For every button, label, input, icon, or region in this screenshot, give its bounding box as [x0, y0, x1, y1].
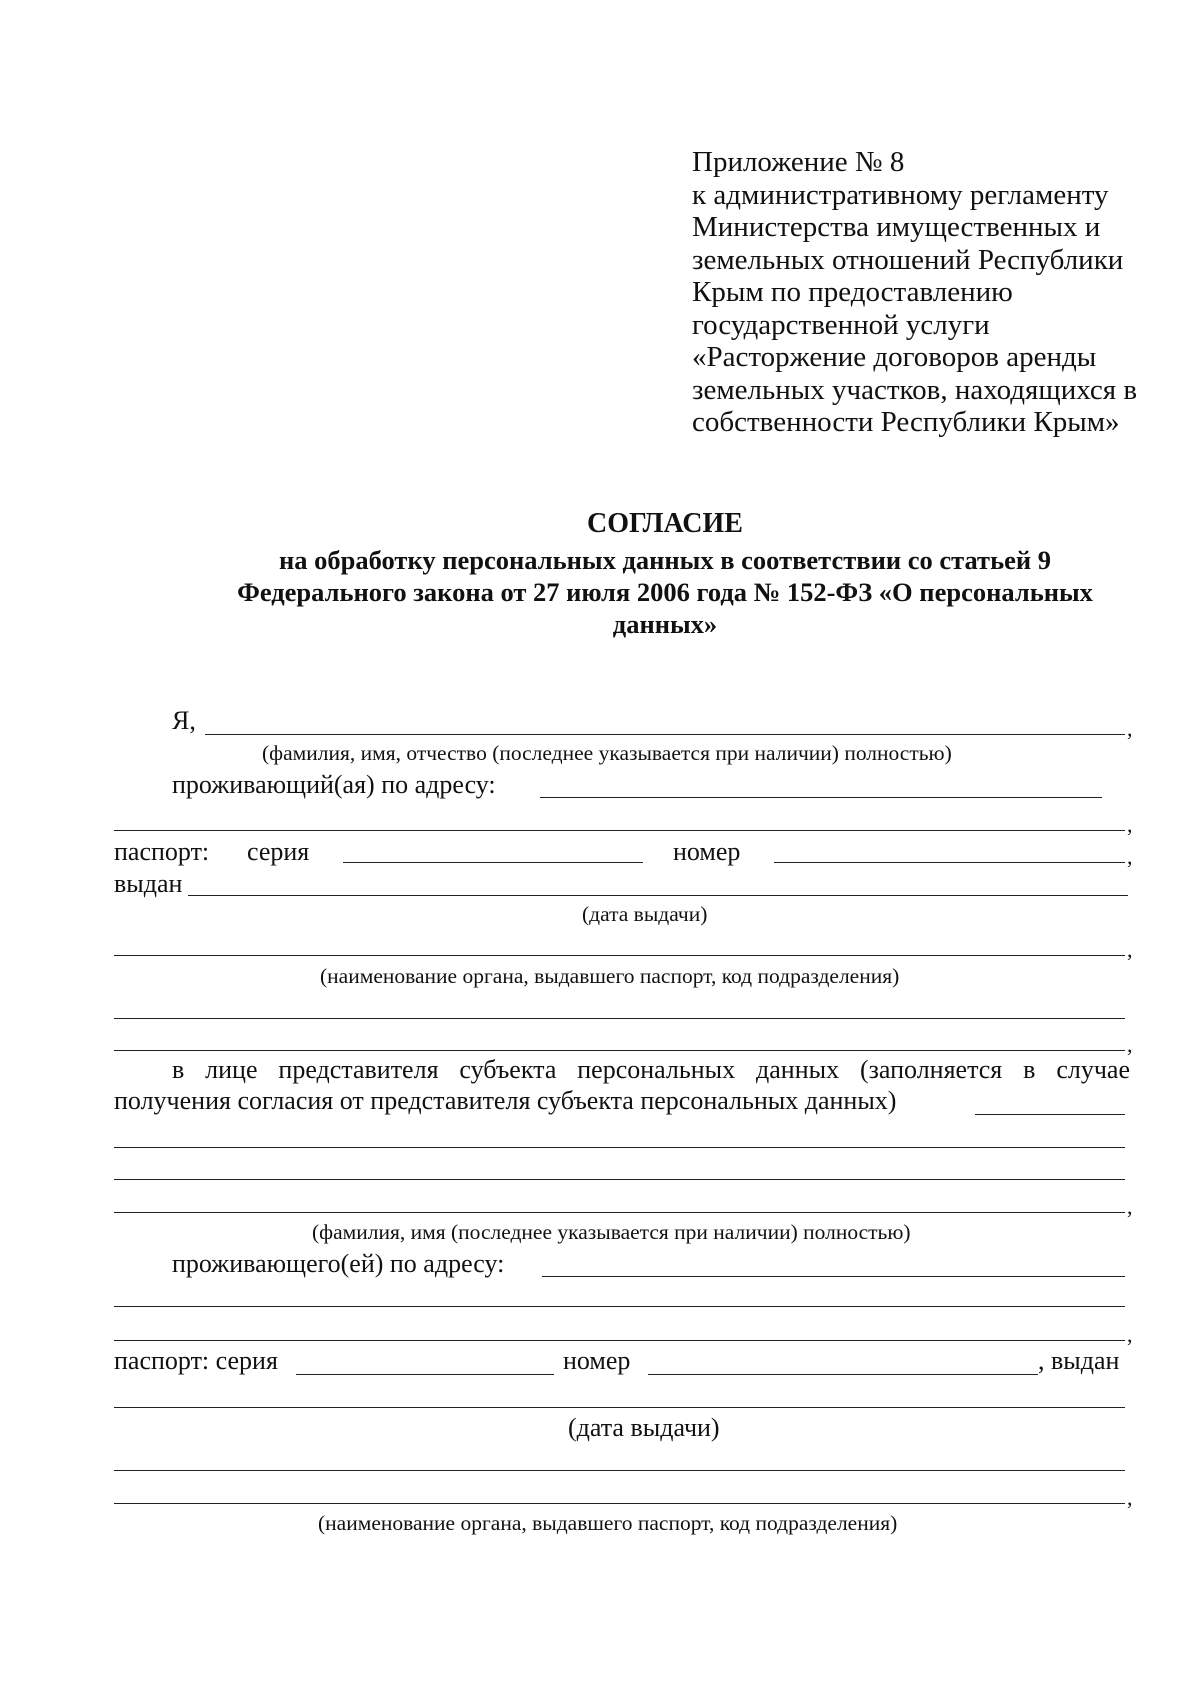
ya-label: Я, [172, 706, 196, 735]
number-label: номер [673, 837, 741, 866]
issue-date-hint: (дата выдачи) [582, 902, 708, 926]
representative-field-continued[interactable] [114, 1147, 1125, 1148]
passport-number-field[interactable] [774, 862, 1125, 863]
comma: , [1127, 1485, 1133, 1510]
appendix-line: государственной услуги [692, 308, 990, 341]
rep-fio-hint: (фамилия, имя (последнее указывается при наличии) полностью) [312, 1220, 911, 1244]
rep-passport-series-label: паспорт: серия [114, 1346, 278, 1375]
blank-line[interactable] [114, 1470, 1125, 1471]
document-title: СОГЛАСИЕ [587, 508, 743, 539]
issue-date-field[interactable] [188, 895, 1128, 896]
comma: , [1127, 1194, 1133, 1219]
appendix-line: Министерства имущественных и [692, 211, 1101, 243]
rep-address-field-continued[interactable] [114, 1340, 1125, 1341]
comma: , [1127, 812, 1133, 837]
comma: , [1127, 937, 1133, 962]
document-subtitle [150, 544, 1180, 640]
rep-passport-series-field[interactable] [296, 1374, 554, 1375]
representative-field-continued[interactable] [114, 1179, 1125, 1180]
rep-issue-date-field[interactable] [114, 1407, 1125, 1408]
rep-address-field-continued[interactable] [114, 1306, 1125, 1307]
rep-issue-date-hint: (дата выдачи) [568, 1413, 720, 1442]
issued-label: выдан [114, 869, 183, 898]
authority-hint: (наименование органа, выдавшего паспорт, код подразделения) [320, 964, 900, 988]
appendix-line: Приложение № 8 [692, 146, 905, 178]
fio-field[interactable] [205, 734, 1125, 735]
representative-line-1: в лице представителя субъекта персональных данных (заполняется в случае [172, 1055, 1130, 1084]
address-field[interactable] [540, 797, 1102, 798]
rep-authority-field[interactable] [114, 1503, 1125, 1504]
subtitle-line-2: Федерального закона от 27 июля 2006 года № 152-ФЗ «О персональных [237, 577, 1093, 607]
subtitle-line-3: данных» [612, 609, 718, 639]
comma: , [1127, 1032, 1133, 1057]
rep-passport-number-field[interactable] [648, 1374, 1038, 1375]
appendix-line: собственности Республики Крым» [692, 406, 1120, 438]
representative-line-2: получения согласия от представителя субъекта персональных данных) [114, 1086, 897, 1115]
comma: , [1127, 716, 1133, 741]
blank-line[interactable] [114, 1050, 1125, 1051]
representative-field[interactable] [975, 1114, 1125, 1115]
rep-number-label: номер [563, 1346, 631, 1375]
address-field-continued[interactable] [114, 830, 1125, 831]
subtitle-line-1: на обработку персональных данных в соответствии со статьей 9 [279, 545, 1051, 575]
rep-issued-label: , выдан [1038, 1346, 1120, 1375]
comma: , [1127, 844, 1133, 869]
fio-hint: (фамилия, имя, отчество (последнее указывается при наличии) полностью) [262, 741, 952, 765]
appendix-line: Крым по предоставлению [692, 276, 1013, 308]
appendix-line: земельных отношений Республики [692, 243, 1124, 276]
appendix-header [692, 146, 1162, 439]
rep-address-label: проживающего(ей) по адресу: [172, 1249, 505, 1278]
address-label: проживающий(ая) по адресу: [172, 770, 496, 799]
appendix-line: земельных участков, находящихся в [692, 373, 1138, 406]
passport-label: паспорт: [114, 837, 210, 866]
representative-fio-field[interactable] [114, 1212, 1125, 1213]
comma: , [1127, 1322, 1133, 1347]
series-label: серия [247, 837, 310, 866]
blank-line[interactable] [114, 1018, 1125, 1019]
passport-series-field[interactable] [343, 862, 643, 863]
rep-authority-hint: (наименование органа, выдавшего паспорт, код подразделения) [318, 1511, 898, 1535]
authority-field[interactable] [114, 955, 1125, 956]
rep-address-field[interactable] [542, 1276, 1125, 1277]
appendix-line: к административному регламенту [692, 178, 1109, 211]
appendix-line: «Расторжение договоров аренды [692, 341, 1097, 373]
